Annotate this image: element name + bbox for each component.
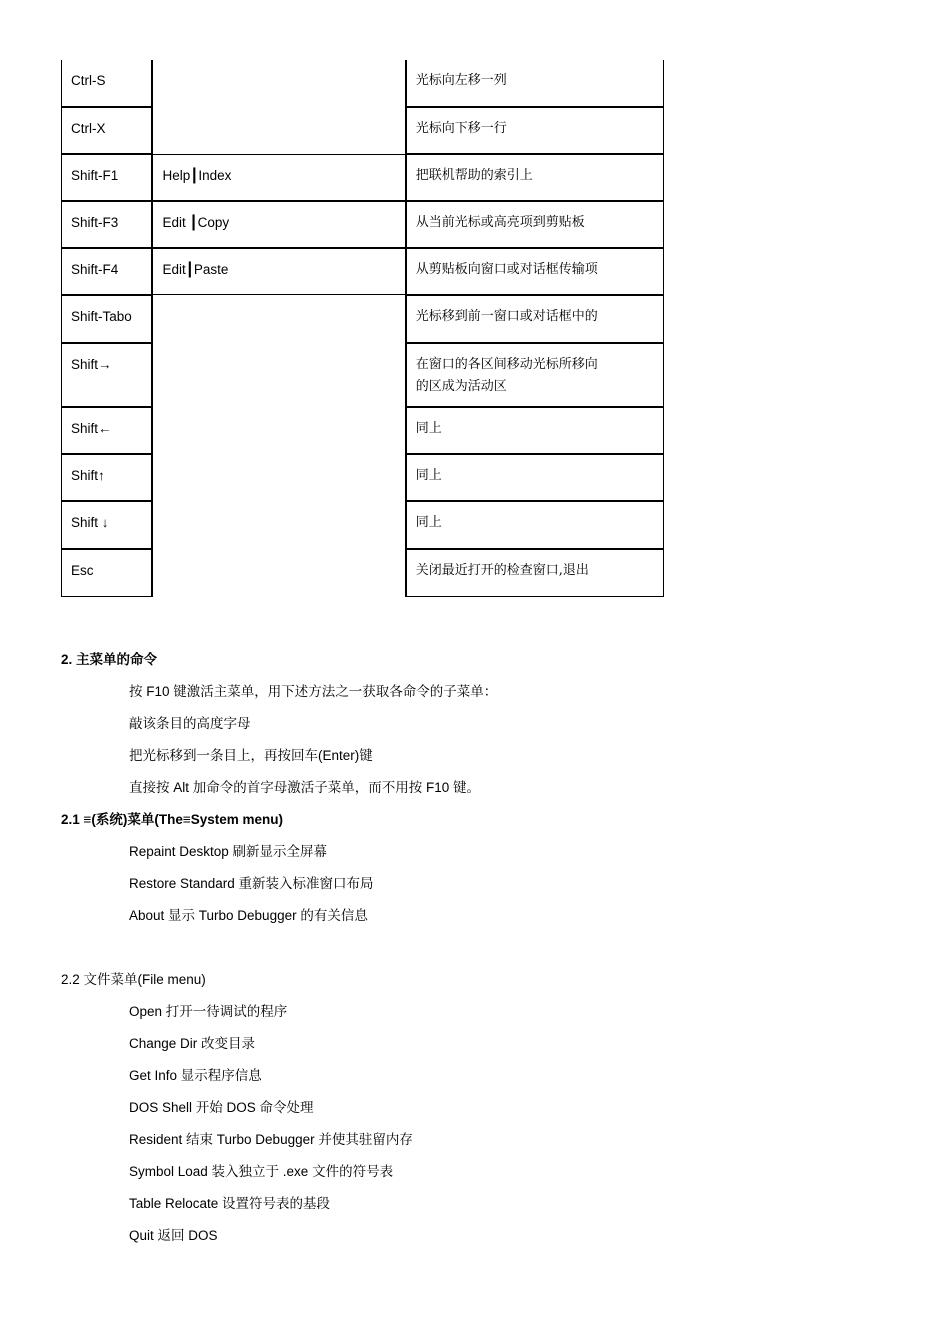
menu-item-description: Table Relocate 设置符号表的基段: [129, 1196, 331, 1211]
section-heading: 2.2 文件菜单(File menu): [61, 972, 206, 987]
menu-item-description: Get Info 显示程序信息: [129, 1068, 262, 1083]
menu-item-description: Change Dir 改变目录: [129, 1036, 256, 1051]
key-cell: Ctrl-S: [61, 60, 152, 107]
menu-item-description: Resident 结束 Turbo Debugger 并使其驻留内存: [129, 1132, 413, 1147]
desc-cell: 光标移到前一窗口或对话框中的: [406, 295, 664, 343]
table-row: [61, 295, 664, 343]
desc-cell: 同上: [406, 501, 664, 549]
table-row: [61, 248, 664, 295]
menu-item-description: About 显示 Turbo Debugger 的有关信息: [129, 908, 368, 923]
section-heading: 2. 主菜单的命令: [61, 652, 158, 667]
table-row: [61, 60, 664, 107]
paragraph: 敲该条目的高度字母: [129, 716, 251, 731]
menu-cell: [152, 295, 405, 597]
menu-item-description: Open 打开一待调试的程序: [129, 1004, 288, 1019]
desc-cell: 同上: [406, 407, 664, 454]
key-cell: Shift↑: [61, 454, 152, 501]
desc-cell: 光标向左移一列: [406, 60, 664, 107]
desc-cell: 从当前光标或高亮项到剪贴板: [406, 201, 664, 248]
section-heading: 2.1 ≡(系统)菜单(The≡System menu): [61, 812, 284, 827]
desc-cell: 在窗口的各区间移动光标所移向 的区成为活动区: [406, 343, 664, 407]
menu-item-description: Repaint Desktop 刷新显示全屏幕: [129, 844, 328, 859]
menu-item-description: Quit 返回 DOS: [129, 1228, 218, 1243]
key-cell: Shift→: [61, 343, 152, 407]
key-cell: Shift-Tabo: [61, 295, 152, 343]
menu-cell: Edit┃Paste: [152, 248, 405, 295]
desc-cell: 把联机帮助的索引上: [406, 154, 664, 201]
paragraph: 直接按 Alt 加命令的首字母激活子菜单，而不用按 F10 键。: [129, 780, 481, 795]
key-cell: Shift←: [61, 407, 152, 454]
desc-cell: 光标向下移一行: [406, 107, 664, 154]
table-row: [61, 154, 664, 201]
table-row: [61, 201, 664, 248]
key-cell: Shift ↓: [61, 501, 152, 549]
menu-item-description: DOS Shell 开始 DOS 命令处理: [129, 1100, 314, 1115]
key-cell: Shift-F1: [61, 154, 152, 201]
menu-item-description: Symbol Load 装入独立于 .exe 文件的符号表: [129, 1164, 394, 1179]
desc-cell: 从剪贴板向窗口或对话框传输项: [406, 248, 664, 295]
key-cell: Shift-F4: [61, 248, 152, 295]
menu-cell: Edit ┃Copy: [152, 201, 405, 248]
key-cell: Shift-F3: [61, 201, 152, 248]
desc-cell: 关闭最近打开的检查窗口,退出: [406, 549, 664, 597]
key-cell: Esc: [61, 549, 152, 597]
menu-item-description: Restore Standard 重新装入标准窗口布局: [129, 876, 374, 891]
paragraph: 把光标移到一条目上，再按回车(Enter)键: [129, 748, 373, 763]
paragraph: 按 F10 键激活主菜单，用下述方法之一获取各命令的子菜单：: [129, 684, 498, 699]
menu-cell: Help┃Index: [152, 154, 405, 201]
menu-cell: [152, 60, 405, 154]
desc-cell: 同上: [406, 454, 664, 501]
key-cell: Ctrl-X: [61, 107, 152, 154]
shortcut-table: [61, 60, 664, 597]
